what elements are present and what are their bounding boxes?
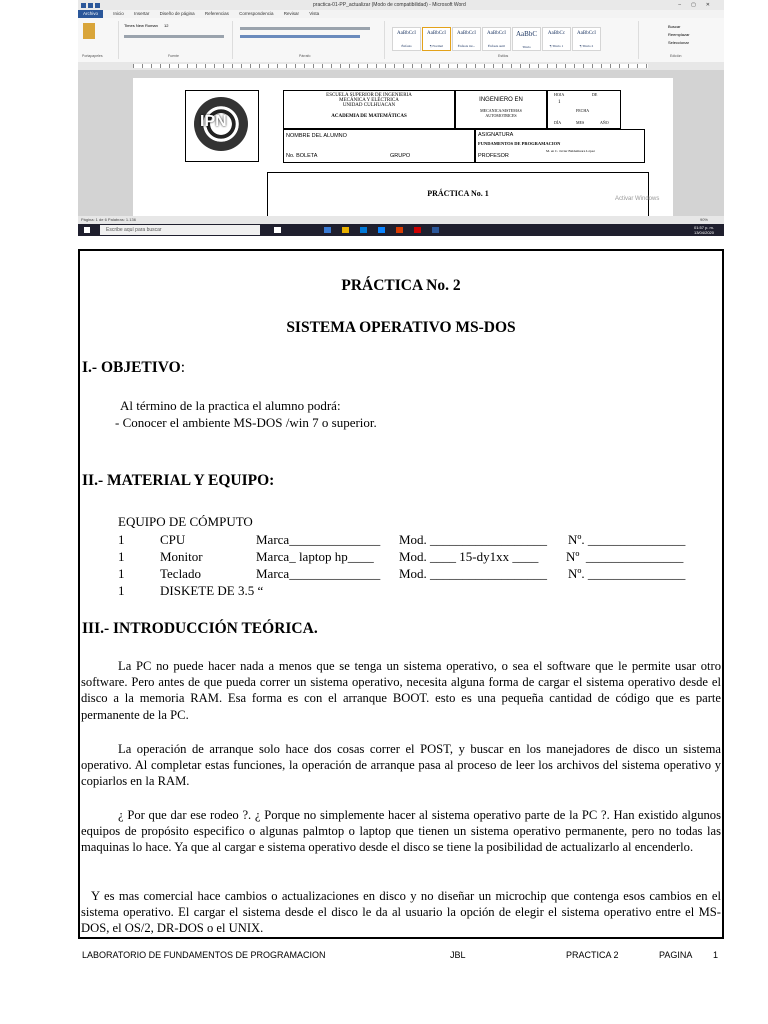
paragraph-buttons-row2[interactable] bbox=[240, 35, 360, 38]
intro-paragraph-4: Y es mas comercial hace cambios o actualizaciones en disco y no diseñar un microchip que contenga esos cambios en el sistema operativo. El cargar el sistema desde el disco le da al usuario la opción de elegir el sistema operativo entre el MS-DOS, el OS/2, DR-DOS o el UNIX. bbox=[81, 889, 721, 936]
footer-pagina: PAGINA bbox=[659, 950, 693, 960]
tab-correspondencia[interactable]: Correspondencia bbox=[239, 11, 274, 16]
taskbar-search[interactable]: Escribe aquí para buscar bbox=[100, 225, 260, 235]
ribbon-group-paragraph[interactable]: Párrafo bbox=[234, 21, 385, 59]
taskbar-clock[interactable]: 01:57 p. m. 13/04/2020 bbox=[693, 225, 714, 235]
ribbon-group-styles[interactable]: AaBbCcI Énfasis AaBbCcI ¶ Normal AaBbCcI Énfasis int... AaBbCcI Énfasis sutil AaBbC Título AaBbCc ¶ Título 1 AaBbCcI ¶ Título 2 Estilos bbox=[388, 21, 639, 59]
style-emphasis[interactable]: AaBbCcI Énfasis bbox=[392, 27, 421, 51]
style-emphasis-intense[interactable]: AaBbCcI Énfasis int... bbox=[452, 27, 481, 51]
section-intro-heading: III.- INTRODUCCIÓN TEÓRICA. bbox=[82, 620, 318, 637]
activate-windows-watermark: Activar Windows bbox=[615, 196, 660, 202]
objective-line-2: - Conocer el ambiente MS-DOS /win 7 o superior. bbox=[115, 415, 377, 430]
font-name-box[interactable]: Times New Roman bbox=[124, 23, 158, 28]
store-icon[interactable] bbox=[360, 227, 367, 233]
practice-box: PRÁCTICA No. 1 bbox=[267, 172, 649, 223]
footer-lab: LABORATORIO DE FUNDAMENTOS DE PROGRAMACION bbox=[82, 950, 326, 960]
find-button[interactable]: Buscar bbox=[668, 24, 681, 29]
style-emphasis-subtle[interactable]: AaBbCcI Énfasis sutil bbox=[482, 27, 511, 51]
style-title[interactable]: AaBbC Título bbox=[512, 27, 541, 51]
paragraph-buttons-row1[interactable] bbox=[240, 27, 370, 30]
objective-line-1: Al término de la practica el alumno podrá: bbox=[120, 398, 341, 413]
style-heading2[interactable]: AaBbCcI ¶ Título 2 bbox=[572, 27, 601, 51]
tab-inicio[interactable]: Inicio bbox=[113, 11, 124, 16]
windows-taskbar bbox=[78, 224, 724, 236]
intro-paragraph-2: La operación de arranque solo hace dos cosas correr el POST, y buscar en los manejadores de disco un sistema operativo. Al completar estas funciones, la operación de arranque pasa al proceso de leer los archivos del sistema operativo y copiarlos en la RAM. bbox=[81, 742, 721, 789]
tab-insertar[interactable]: Insertar bbox=[134, 11, 150, 16]
paste-icon[interactable] bbox=[83, 23, 95, 39]
section-objective-heading: I.- OBJETIVO: bbox=[82, 359, 186, 376]
embedded-word-screenshot bbox=[78, 0, 724, 236]
date-box: HOJA DE 1 FECHA DÍA MES AÑO bbox=[547, 90, 621, 129]
style-heading1[interactable]: AaBbCc ¶ Título 1 bbox=[542, 27, 571, 51]
word-ribbon bbox=[78, 18, 724, 63]
subject-box: ASIGNATURA FUNDAMENTOS DE PROGRAMACION PROFESOR M. en C. Javier Baldemuara López bbox=[475, 129, 645, 163]
office-icon[interactable] bbox=[396, 227, 403, 233]
school-box: ESCUELA SUPERIOR DE INGENIERIA MECÁNICA Y ELÉCTRICA UNIDAD CULHUACAN ACADEMIA DE MATEMÁTICAS bbox=[283, 90, 455, 129]
quick-access-toolbar[interactable] bbox=[81, 2, 121, 8]
windows-start-icon[interactable] bbox=[84, 227, 90, 233]
section-material-heading: II.- MATERIAL Y EQUIPO: bbox=[82, 472, 275, 489]
replace-button[interactable]: Reemplazar bbox=[668, 32, 690, 37]
select-button[interactable]: Seleccionar bbox=[668, 40, 689, 45]
explorer-icon[interactable] bbox=[342, 227, 349, 233]
word-title-bar bbox=[78, 0, 724, 10]
footer-practica: PRACTICA 2 bbox=[566, 950, 619, 960]
footer-page-number: 1 bbox=[713, 950, 719, 960]
equipo-heading: EQUIPO DE CÓMPUTO bbox=[118, 514, 253, 529]
practice-title: PRÁCTICA No. 2 bbox=[341, 277, 461, 294]
mail-icon[interactable] bbox=[378, 227, 385, 233]
intro-paragraph-3: ¿ Por que dar ese rodeo ?. ¿ Porque no simplemente hacer al sistema operativo parte de la PC ?. Han existido algunos equipos de propósito especifico o algunas palmtop o laptop que tienen un sistema operativo permanente, pero no todas las maquinas lo hace. Ya que al cargar e sistema operativo desde el disco se tiene la posibilidad de actualizarlo al encenderlo. bbox=[81, 808, 721, 855]
student-box: NOMBRE DEL ALUMNO No. BOLETA GRUPO bbox=[283, 129, 475, 163]
window-controls[interactable]: –▢✕ bbox=[678, 2, 720, 8]
practice-subtitle: SISTEMA OPERATIVO MS-DOS bbox=[286, 319, 516, 336]
edge-icon[interactable] bbox=[324, 227, 331, 233]
intro-paragraph-1: La PC no puede hacer nada a menos que se tenga un sistema operativo, o sea el software que le permite usar otro software. Pero antes de que pueda correr un sistema operativo, necesita alguna forma de cargar el sistema operativo desde el disco a la memoria RAM. Esa forma es con el arranque BOOT. esto es una pequeña cantidad de código que es parte permanente de la PC. bbox=[81, 659, 721, 722]
ribbon-group-font[interactable]: Times New Roman 12 Fuente bbox=[120, 21, 233, 59]
font-size-box[interactable]: 12 bbox=[164, 23, 169, 28]
window-title: practica-01-PP_actualizar (Modo de compatibilidad) - Microsoft Word bbox=[313, 2, 466, 8]
tab-referencias[interactable]: Referencias bbox=[204, 11, 229, 16]
tab-archivo[interactable]: Archivo bbox=[78, 10, 103, 18]
word-status-bar: Página: 1 de 6 Palabras: 1.136 90% bbox=[78, 216, 724, 224]
career-box: INGENIERO EN MECANICA/SISTEMAS AUTOMOTRICES bbox=[455, 90, 547, 129]
zoom-level[interactable]: 90% bbox=[699, 217, 708, 222]
tab-revisar[interactable]: Revisar bbox=[283, 11, 299, 16]
tab-diseno[interactable]: Diseño de página bbox=[159, 11, 195, 16]
style-normal[interactable]: AaBbCcI ¶ Normal bbox=[422, 27, 451, 51]
tab-vista[interactable]: Vista bbox=[309, 11, 320, 16]
task-view-icon[interactable] bbox=[274, 227, 281, 233]
document-area[interactable] bbox=[78, 70, 724, 216]
ribbon-group-editing[interactable]: Buscar Reemplazar Seleccionar Edición bbox=[668, 24, 690, 58]
ribbon-group-clipboard[interactable]: Portapapeles bbox=[80, 21, 119, 59]
font-format-buttons[interactable] bbox=[124, 35, 224, 38]
ruler[interactable] bbox=[78, 62, 724, 70]
word-icon[interactable] bbox=[432, 227, 439, 233]
footer-initials: JBL bbox=[450, 950, 466, 960]
ipn-logo: IPN bbox=[185, 90, 259, 162]
document-page[interactable] bbox=[133, 78, 673, 216]
document-frame: PRÁCTICA No. 2 SISTEMA OPERATIVO MS-DOS I.- OBJETIVO: Al término de la practica el alumno podrá: - Conocer el ambiente MS-DOS /win 7 o superior. II.- MATERIAL Y EQUIPO: EQUIPO DE CÓMPUTO 1 CPU Marca______________ Mod. __________________ Nº. _______________ 1 Monitor Marca_ laptop hp____ Mod. ____ 15-dy1xx ____ Nº _______________ 1 Teclado Marca______________ Mod. __________________ Nº. _______________ 1 DISKETE DE 3.5 “ III.- INTRODUCCIÓN TEÓRICA. La PC no puede hacer nada a menos que se tenga un sistema operativo, o sea el software que le permite usar otro software. Pero antes de que pueda correr un sistema operativo, necesita alguna forma de cargar el sistema operativo desde el disco a la memoria RAM. Esa forma es con el arranque BOOT. esto es una pequeña cantidad de código que es parte permanente de la PC. La operación de arranque solo hace dos cosas correr el POST, y buscar en los manejadores de disco un sistema operativo. Al completar estas funciones, la operación de arranque pasa al proceso de leer los archivos del sistema operativo y copiarlos en la RAM. ¿ Por que dar ese rodeo ?. ¿ Porque no simplemente hacer al sistema operativo parte de la PC ?. Han existido algunos equipos de propósito especifico o algunas palmtop o laptop que tienen un sistema operativo permanente, pero no todas las maquinas lo hace. Ya que al cargar e sistema operativo desde el disco se tiene la posibilidad de actualizarlo al encenderlo. Y es mas comercial hace cambios o actualizaciones en disco y no diseñar un microchip que contenga esos cambios en el sistema operativo. El cargar el sistema desde el disco le da al usuario la opción de elegir el sistema operativo entre el MS-DOS, el OS/2, DR-DOS o el UNIX. bbox=[78, 249, 724, 939]
word-menu-tabs bbox=[78, 10, 724, 18]
acrobat-icon[interactable] bbox=[414, 227, 421, 233]
